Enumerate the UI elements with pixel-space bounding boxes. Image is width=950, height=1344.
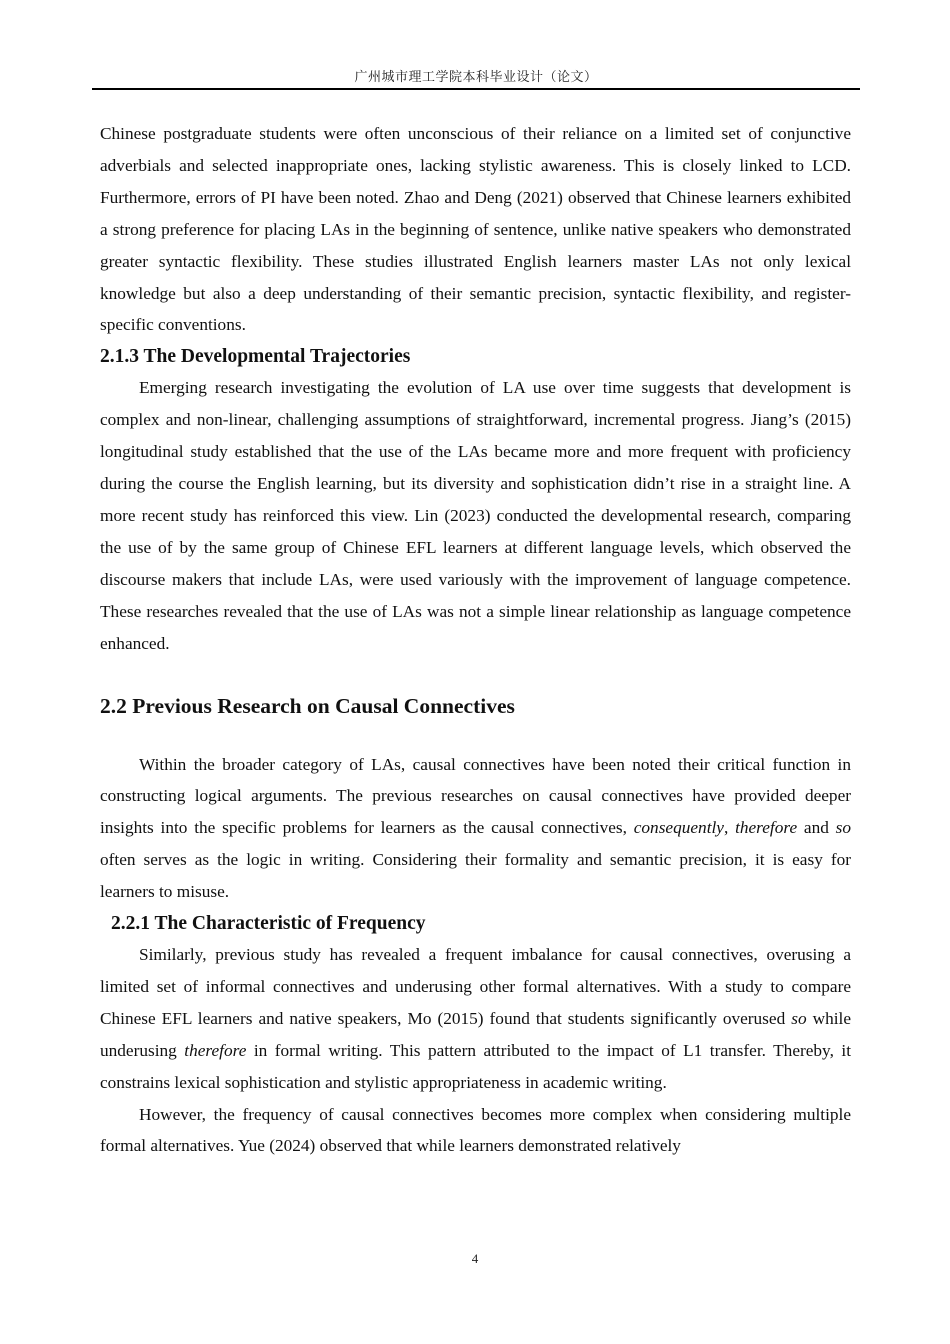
page-number: 4 xyxy=(471,1251,479,1266)
paragraph-developmental-trajectories: Emerging research investigating the evolution of LA use over time suggests that development is complex and non-linear, challenging assumptions of straightforward, incremental progress. Jiang’s (2015) longitudinal study established that the use of the LAs became more and more frequent with proficiency during the course the English learning, but its diversity and sophistication didn’t rise in a straight line. A more recent study has reinforced this view. Lin (2023) conducted the developmental research, comparing the use of by the same group of Chinese EFL learners at different language levels, which observed the discourse makers that include LAs, were used variously with the improvement of language competence. These researches revealed that the use of LAs was not a simple linear relationship as language competence enhanced. xyxy=(100,378,851,653)
page-body xyxy=(100,118,851,1162)
paragraph-causal-connectives-intro xyxy=(100,749,851,909)
italic-term-so: so xyxy=(835,818,851,838)
paragraph-lcd-pi: Chinese postgraduate students were often unconscious of their reliance on a limited set of conjunctive adverbials and selected inappropriate ones, lacking stylistic awareness. This is closely linked to LCD. Furthermore, errors of PI have been noted. Zhao and Deng (2021) observed that Chinese learners exhibited a strong preference for placing LAs in the beginning of sentence, unlike native speakers who demonstrated greater syntactic flexibility. These studies illustrated English learners master LAs not only lexical knowledge but also a deep understanding of their semantic precision, syntactic flexibility, and register-specific conventions. xyxy=(100,124,851,335)
text-run: Within the broader category of LAs, causal connectives have been noted their critical function in constructing logical arguments. The previous researches on causal connectives have provided deeper insights into the specific problems for learners as the causal connectives, xyxy=(100,754,851,838)
text-run: often serves as the logic in writing. Considering their formality and semantic precision, it is easy for learners to misuse. xyxy=(100,850,851,902)
running-header: 广州城市理工学院本科毕业设计（论文） xyxy=(354,69,598,84)
text-run: , xyxy=(723,818,736,838)
text-run: in formal writing. This pattern attributed to the impact of L1 transfer. Thereby, it constrains lexical sophistication and stylistic appropriateness in academic writing. xyxy=(100,1040,851,1092)
text-run: while underusing xyxy=(100,1008,852,1060)
heading-2-2-1: 2.2.1 The Characteristic of Frequency xyxy=(111,913,426,935)
heading-2-1-3: 2.1.3 The Developmental Trajectories xyxy=(100,346,411,368)
paragraph-frequency-imbalance xyxy=(100,939,851,1099)
italic-term-so: so xyxy=(791,1008,807,1028)
heading-2-2: 2.2 Previous Research on Causal Connectives xyxy=(100,693,515,718)
text-run: Similarly, previous study has revealed a frequent imbalance for causal connectives, overusing a limited set of informal connectives and underusing other formal alternatives. With a study to compare Chinese EFL learners and native speakers, Mo (2015) found that students significantly overused xyxy=(100,945,851,1028)
italic-term-therefore: therefore xyxy=(735,818,798,838)
italic-term-therefore: therefore xyxy=(184,1040,247,1060)
header-rule xyxy=(92,88,860,90)
text-run: and xyxy=(797,818,836,838)
italic-term-consequently: consequently xyxy=(633,818,724,838)
paragraph-frequency-complexity: However, the frequency of causal connectives becomes more complex when considering multiple formal alternatives. Yue (2024) observed that while learners demonstrated relatively xyxy=(100,1104,851,1156)
